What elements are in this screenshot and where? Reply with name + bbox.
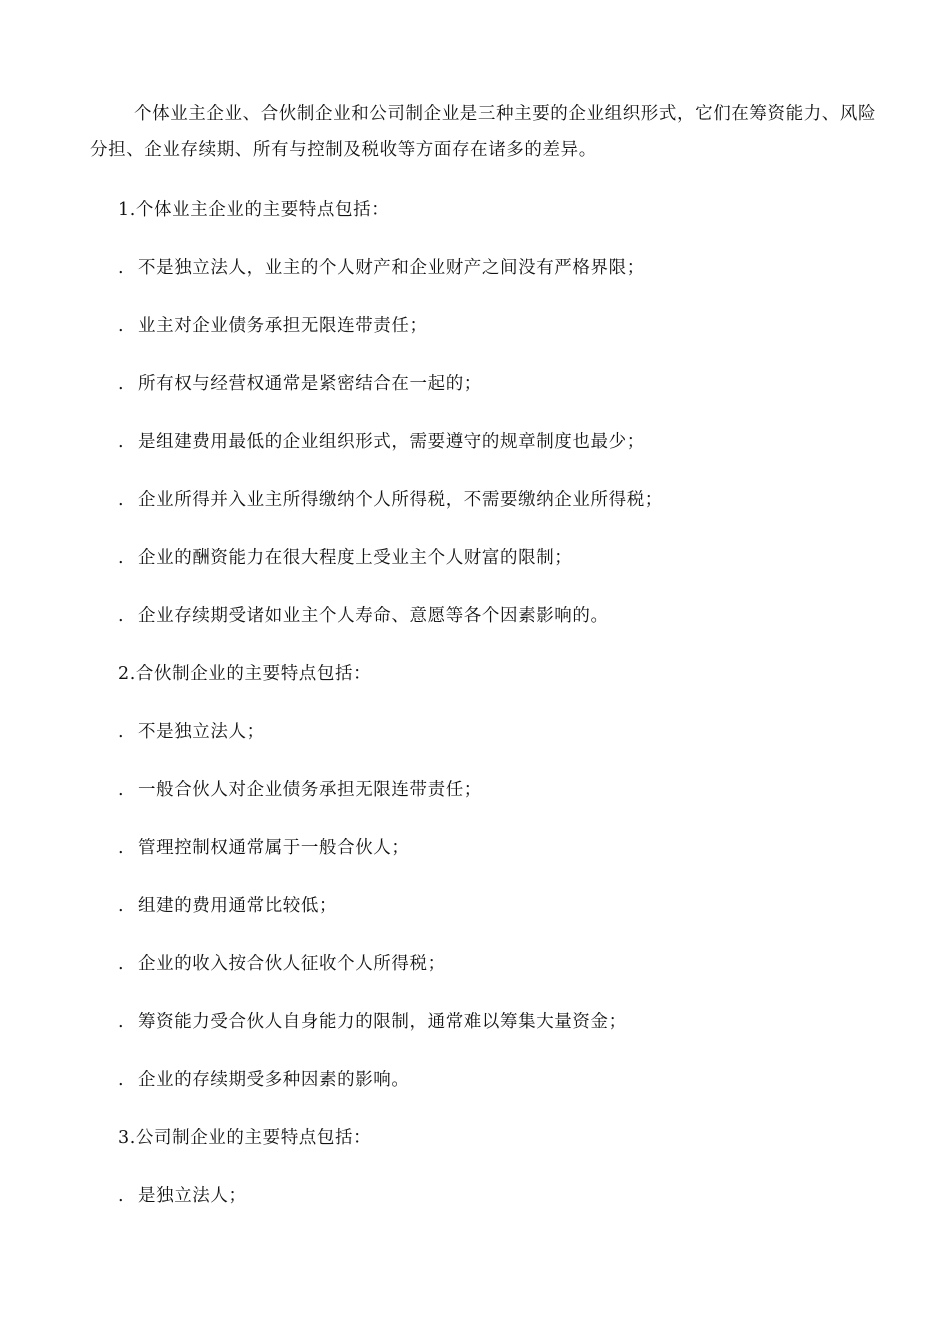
- list-item: [118, 546, 572, 570]
- list-item-text: 所有权与经营权通常是紧密结合在一起的；: [138, 374, 482, 394]
- list-item-text: 不是独立法人，业主的个人财产和企业财产之间没有严格界限；: [138, 258, 645, 278]
- list-item-text: 业主对企业债务承担无限连带责任；: [138, 316, 428, 336]
- section-heading-2: 2.合伙制企业的主要特点包括：: [118, 664, 372, 684]
- list-item-text: 企业所得并入业主所得缴纳个人所得税，不需要缴纳企业所得税；: [138, 490, 663, 510]
- list-item: [118, 1010, 627, 1034]
- bullet-marker: .: [118, 490, 125, 510]
- bullet-marker: .: [118, 258, 125, 278]
- list-item-text: 企业的存续期受多种因素的影响。: [138, 1070, 410, 1090]
- list-item-text: 一般合伙人对企业债务承担无限连带责任；: [138, 780, 482, 800]
- bullet-marker: .: [118, 1070, 125, 1090]
- list-item-text: 组建的费用通常比较低；: [138, 896, 338, 916]
- list-item: [118, 1068, 410, 1092]
- section-heading-1: 1.个体业主企业的主要特点包括：: [118, 200, 390, 220]
- bullet-marker: .: [118, 316, 125, 336]
- bullet-marker: .: [118, 548, 125, 568]
- list-item: [118, 314, 428, 338]
- bullet-marker: .: [118, 838, 125, 858]
- list-item-text: 是独立法人；: [138, 1186, 247, 1206]
- bullet-marker: .: [118, 780, 125, 800]
- list-item-text: 筹资能力受合伙人自身能力的限制，通常难以筹集大量资金；: [138, 1012, 627, 1032]
- list-item-text: 企业存续期受诸如业主个人寿命、意愿等各个因素影响的。: [138, 606, 609, 626]
- bullet-marker: .: [118, 722, 125, 742]
- list-item: [118, 952, 446, 976]
- list-item-text: 企业的收入按合伙人征收个人所得税；: [138, 954, 446, 974]
- list-item: [118, 1184, 247, 1208]
- list-item-text: 管理控制权通常属于一般合伙人；: [138, 838, 410, 858]
- bullet-marker: .: [118, 432, 125, 452]
- bullet-marker: .: [118, 1186, 125, 1206]
- section-heading-3: 3.公司制企业的主要特点包括：: [118, 1128, 372, 1148]
- list-item: [118, 894, 337, 918]
- list-item: [118, 488, 663, 512]
- list-item: [118, 720, 265, 744]
- list-item: [118, 836, 410, 860]
- list-item-text: 不是独立法人；: [138, 722, 265, 742]
- bullet-marker: .: [118, 606, 125, 626]
- list-item-text: 是组建费用最低的企业组织形式，需要遵守的规章制度也最少；: [138, 432, 645, 452]
- list-item-text: 企业的酬资能力在很大程度上受业主个人财富的限制；: [138, 548, 573, 568]
- bullet-marker: .: [118, 1012, 125, 1032]
- list-item: [118, 778, 482, 802]
- list-item: [118, 256, 645, 280]
- bullet-marker: .: [118, 374, 125, 394]
- list-item: [118, 430, 645, 454]
- bullet-marker: .: [118, 896, 125, 916]
- intro-paragraph: 个体业主企业、合伙制企业和公司制企业是三种主要的企业组织形式，它们在筹资能力、风险分担、企业存续期、所有与控制及税收等方面存在诸多的差异。: [90, 104, 877, 160]
- list-item: [118, 372, 482, 396]
- list-item: [118, 604, 609, 628]
- bullet-marker: .: [118, 954, 125, 974]
